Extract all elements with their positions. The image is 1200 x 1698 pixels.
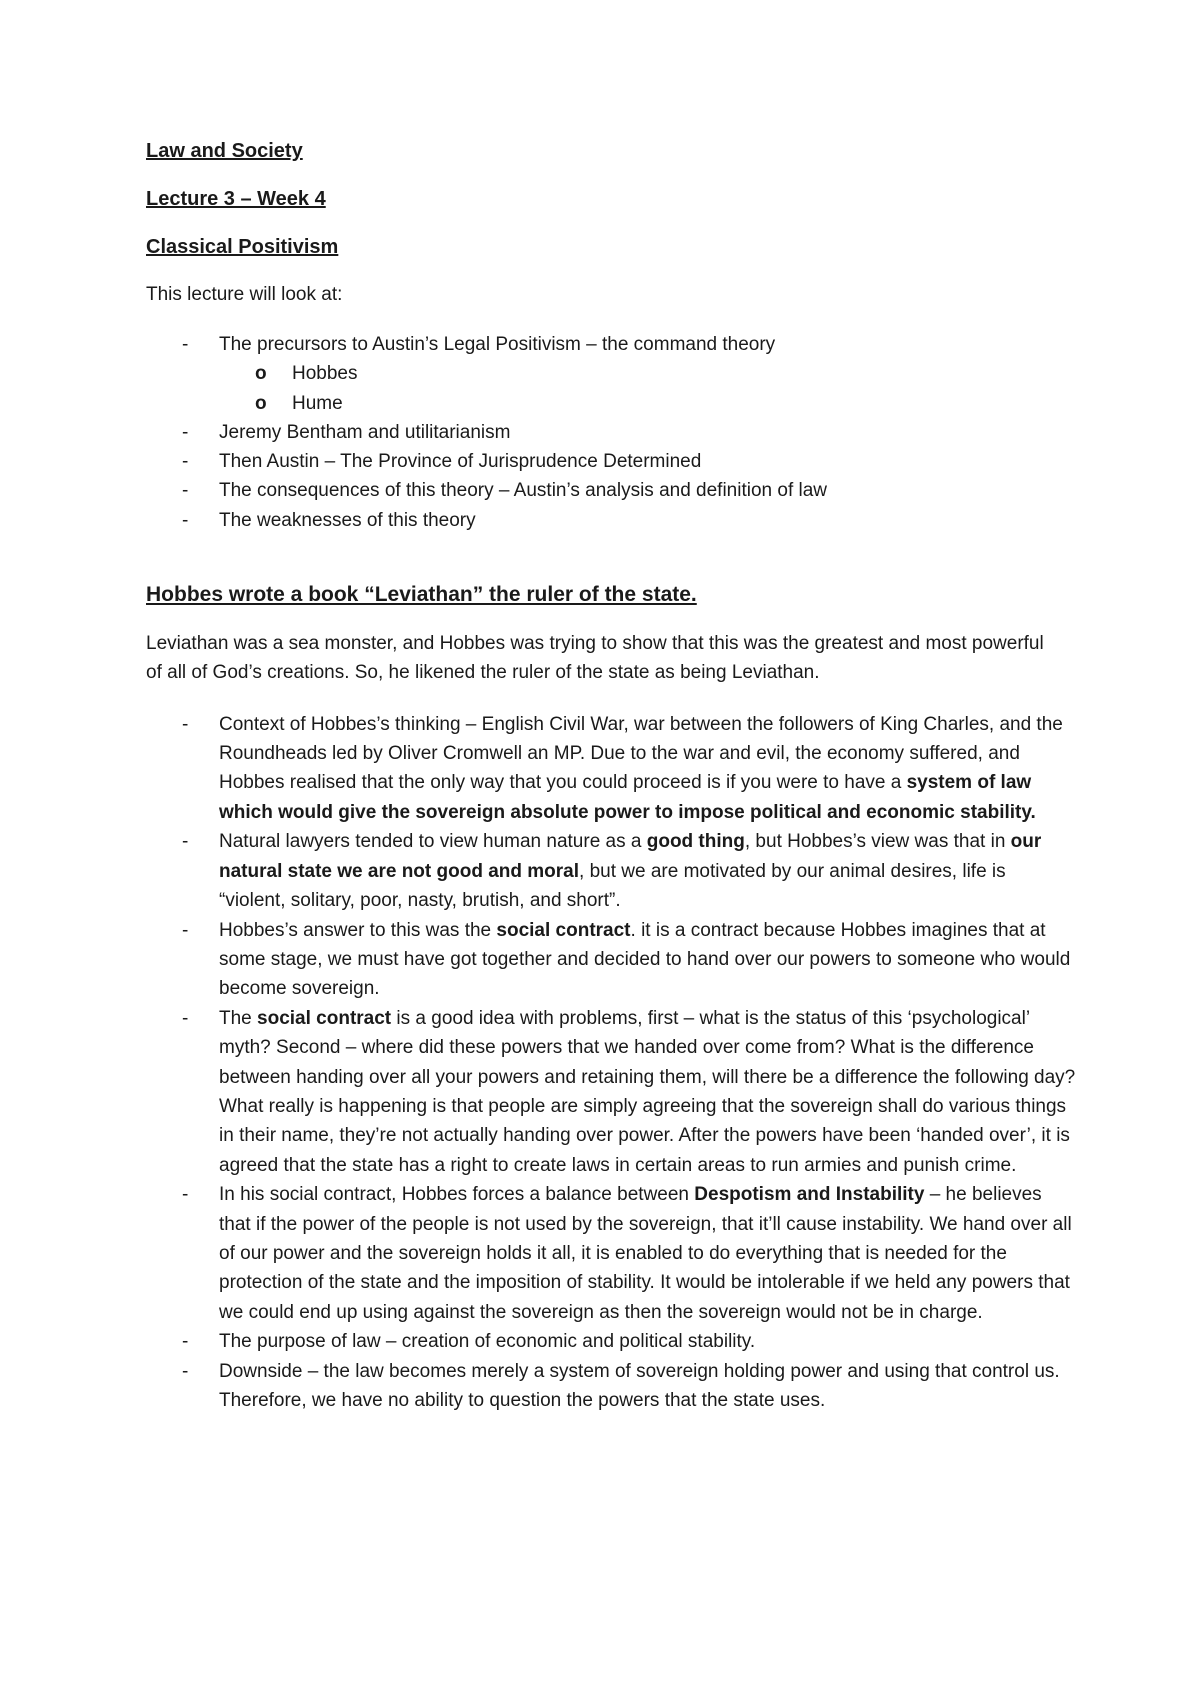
- text-run: In his social contract, Hobbes forces a balance between: [219, 1184, 695, 1206]
- list-item: [146, 710, 1076, 828]
- list-item: [146, 1004, 1076, 1180]
- list-item-text: The consequences of this theory – Austin’s analysis and definition of law: [219, 480, 828, 502]
- bold-run: social contract: [496, 919, 631, 941]
- text-run: Context of Hobbes’s thinking – English Civil War, war between the followers of King Charles, and the Roundheads led by Oliver Cromwell an MP. Due to the war and evil, the economy suffered, and Hobbes realised that the only way that you could proceed is if you were to have a: [219, 713, 1063, 794]
- overview-sublist: [219, 359, 1076, 418]
- bold-run: system of law which would give the sovereign absolute power to impose political and economic stability: [219, 772, 1032, 823]
- text-run: The: [219, 1007, 258, 1029]
- text-run: , but Hobbes’s view was that in: [744, 831, 1011, 853]
- list-item: [146, 330, 1076, 418]
- course-heading: Law and Society: [146, 140, 303, 162]
- section-title: Hobbes wrote a book “Leviathan” the ruler of the state.: [146, 583, 697, 607]
- list-item: [146, 447, 1076, 476]
- text-run: Hobbes’s answer to this was the: [219, 919, 497, 941]
- sublist-item-text: Hobbes: [292, 363, 358, 385]
- text-run: is a good idea with problems, first – what is the status of this ‘psychological’ myth? Second – where did these powers that we handed over come from? What is the difference between handing over all your powers and retaining them, will there be a difference the following day? What really is happening is that people are simply agreeing that the sovereign shall do various things in their name, they’re not actually handing over power. After the powers have been ‘handed over’, it is agreed that the state has a right to create laws in certain areas to run armies and punish crime.: [219, 1007, 1076, 1176]
- sublist-item: [146, 389, 1076, 418]
- list-item-text: Then Austin – The Province of Jurisprudence Determined: [219, 451, 702, 473]
- text-run: .: [1030, 801, 1036, 823]
- text-run: Downside – the law becomes merely a system of sovereign holding power and using that control us. Therefore, we have no ability to question the powers that the state uses.: [219, 1360, 1060, 1412]
- list-item: [146, 1327, 1076, 1356]
- sublist-item: [146, 359, 1076, 388]
- text-run: – he believes that if the power of the people is not used by the sovereign, that it’ll cause instability. We hand over all of our power and the sovereign holds it all, it is enabled to do everything that is needed for the protection of the state and the imposition of stability. It would be intolerable if we held any powers that we could end up using against the sovereign as then the sovereign would not be in charge.: [219, 1184, 1072, 1323]
- hobbes-bullets: [146, 710, 1076, 1416]
- topic-heading: Classical Positivism: [146, 236, 339, 258]
- lecture-heading: Lecture 3 – Week 4: [146, 188, 326, 210]
- sublist-item-text: Hume: [292, 392, 343, 414]
- list-item: [146, 476, 1076, 505]
- text-run: , but we are motivated by our animal desires, life is “violent, solitary, poor, nasty, brutish, and short”.: [219, 860, 1006, 912]
- text-run: . it is a contract because Hobbes imagines that at some stage, we must have got together and decided to hand over our powers to someone who would become sovereign.: [219, 919, 1071, 1000]
- list-item-text: Jeremy Bentham and utilitarianism: [219, 421, 511, 443]
- list-item-text: The precursors to Austin’s Legal Positivism – the command theory: [219, 334, 776, 355]
- list-item: [146, 418, 1076, 447]
- overview-list: [146, 330, 1076, 535]
- document-page: [146, 138, 1076, 1415]
- bold-run: social contract: [257, 1007, 392, 1029]
- bold-run: our natural state we are not good and moral: [219, 831, 1042, 882]
- text-run: The purpose of law – creation of economic and political stability.: [219, 1331, 756, 1353]
- list-item: [146, 827, 1076, 915]
- bold-run: Despotism and Instability: [694, 1184, 925, 1206]
- bold-run: good thing: [646, 831, 745, 853]
- list-item-text: The weaknesses of this theory: [219, 509, 476, 531]
- list-item: [146, 1180, 1076, 1327]
- intro-text: This lecture will look at:: [146, 284, 343, 305]
- section-paragraph: Leviathan was a sea monster, and Hobbes was trying to show that this was the greatest and most powerful of all of God’s creations. So, he likened the ruler of the state as being Leviathan.: [146, 633, 1044, 684]
- list-item: [146, 506, 1076, 535]
- list-item: [146, 1357, 1076, 1416]
- text-run: Natural lawyers tended to view human nature as a: [219, 831, 647, 853]
- list-item: [146, 916, 1076, 1004]
